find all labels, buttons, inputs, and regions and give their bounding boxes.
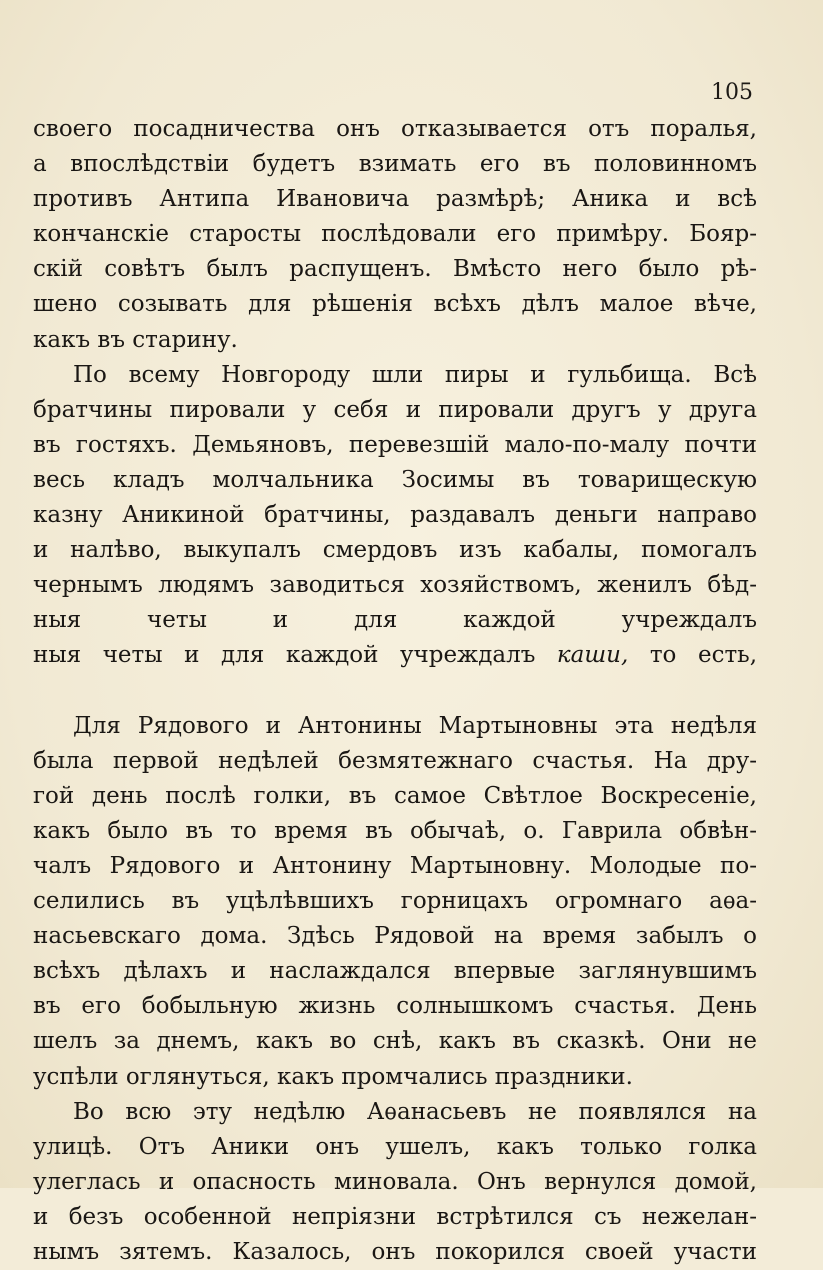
text-line: Во всю эту недѣлю Аѳанасьевъ не появлялся на xyxy=(73,1098,757,1125)
text-line: казну Аникиной братчины, раздавалъ деньги направо xyxy=(33,502,757,529)
paragraph-1 xyxy=(33,112,757,358)
text-line xyxy=(33,674,757,709)
text-line: Для Рядового и Антонины Мартыновны эта недѣля xyxy=(73,712,757,739)
page-body xyxy=(33,112,757,1270)
text-line: противъ Антипа Ивановича размѣрѣ; Аника и всѣ xyxy=(33,186,757,213)
text-line: и налѣво, выкупалъ смердовъ изъ кабалы, помогалъ xyxy=(33,537,757,564)
text-line: насьевскаго дома. Здѣсь Рядовой на время забылъ о xyxy=(33,923,757,950)
text-line: въ гостяхъ. Демьяновъ, перевезшій мало-по-малу почти xyxy=(33,431,757,458)
paragraph-3 xyxy=(33,709,757,1095)
text-fragment: ныя четы и для каждой учреждалъ xyxy=(33,642,557,669)
text-line: какъ было въ то время въ обычаѣ, о. Гаврила обвѣн- xyxy=(33,817,757,844)
text-line: нымъ зятемъ. Казалось, онъ покорился своей участи xyxy=(33,1239,757,1265)
text-line: чалъ Рядового и Антонину Мартыновну. Молодые по- xyxy=(33,852,757,879)
text-line-with-emphasis xyxy=(33,638,757,673)
text-line: и безъ особенной непріязни встрѣтился съ нежелан- xyxy=(33,1203,757,1230)
text-line: своего посадничества онъ отказывается отъ поралья, xyxy=(33,116,757,142)
text-line: братчины пировали у себя и пировали другъ у друга xyxy=(33,396,757,423)
page-number: 105 xyxy=(711,80,753,105)
text-fragment: то есть, xyxy=(628,642,757,669)
paragraph-2 xyxy=(33,358,757,709)
text-line: улеглась и опасность миновала. Онъ вернулся домой, xyxy=(33,1168,757,1195)
emphasized-word: каши, xyxy=(556,642,629,669)
text-line: а впослѣдствіи будетъ взимать его въ половинномъ xyxy=(33,151,757,178)
text-line: селились въ уцѣлѣвшихъ горницахъ огромнаго аѳа- xyxy=(33,888,757,915)
paragraph-4 xyxy=(33,1095,757,1270)
text-line: какъ въ старину. xyxy=(33,326,238,353)
text-line: чернымъ людямъ заводиться хозяйствомъ, женилъ бѣд- xyxy=(33,572,757,599)
text-line: ныя четы и для каждой учреждалъ xyxy=(33,607,757,634)
text-line: кончанскіе старосты послѣдовали его примѣру. Бояр- xyxy=(33,221,757,248)
text-line: въ его бобыльную жизнь солнышкомъ счастья. День xyxy=(33,993,757,1020)
text-line: шено созывать для рѣшенія всѣхъ дѣлъ малое вѣче, xyxy=(33,291,757,318)
text-line: гой день послѣ голки, въ самое Свѣтлое Воскресеніе, xyxy=(33,782,757,809)
text-line: По всему Новгороду шли пиры и гульбища. Всѣ xyxy=(73,361,757,388)
text-line: шелъ за днемъ, какъ во снѣ, какъ въ сказкѣ. Они не xyxy=(33,1028,757,1055)
text-line: всѣхъ дѣлахъ и наслаждался впервые заглянувшимъ xyxy=(33,958,757,985)
text-line: была первой недѣлей безмятежнаго счастья. На дру- xyxy=(33,747,757,774)
text-line: скій совѣтъ былъ распущенъ. Вмѣсто него было рѣ- xyxy=(33,256,757,283)
text-line: успѣли оглянуться, какъ промчались праздники. xyxy=(33,1063,633,1090)
text-line: улицѣ. Отъ Аники онъ ушелъ, какъ только голка xyxy=(33,1133,757,1160)
text-line: весь кладъ молчальника Зосимы въ товарищескую xyxy=(33,466,757,493)
